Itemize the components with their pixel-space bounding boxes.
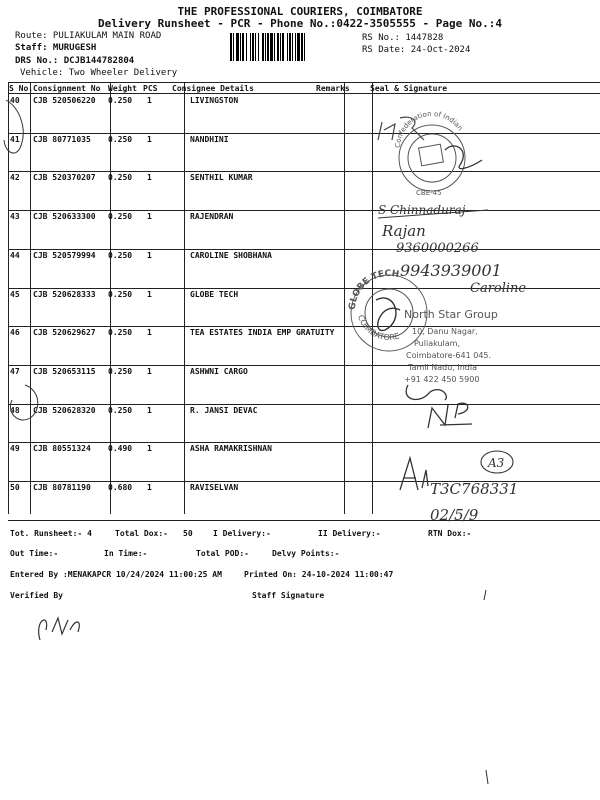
- row-sno: 46: [10, 328, 20, 337]
- verified-signature: [39, 618, 80, 640]
- stamp-ring-text: Confederation of Indian: [393, 109, 465, 149]
- row-pcs: 1: [147, 290, 152, 299]
- delivery-points-label: Delvy Points:-: [272, 549, 340, 558]
- row-weight: 0.250: [108, 96, 133, 105]
- total-dox-label: Total Dox:-: [115, 529, 168, 538]
- row-pcs: 1: [147, 96, 152, 105]
- row-sno: 48: [10, 406, 20, 415]
- address-line: Coimbatore-641 045.: [406, 351, 492, 360]
- row-sno: 41: [10, 135, 20, 144]
- out-time-label: Out Time:-: [10, 549, 59, 558]
- address-line: Tamil Nadu, India: [408, 363, 477, 372]
- handwriting-a3: A3: [488, 456, 505, 470]
- row-consignee: RAJENDRAN: [190, 212, 234, 221]
- row-weight: 0.250: [108, 135, 133, 144]
- in-time-label: In Time:-: [104, 549, 148, 558]
- row-pcs: 1: [147, 406, 152, 415]
- address-line: +91 422 450 5900: [404, 375, 480, 384]
- row-pcs: 1: [147, 444, 152, 453]
- row-sno: 42: [10, 173, 20, 182]
- handwriting-phone2: 9943939001: [400, 261, 502, 280]
- row-pcs: 1: [147, 251, 152, 260]
- row-weight: 0.490: [108, 444, 133, 453]
- row-sno: 40: [10, 96, 20, 105]
- confederation-stamp: [394, 110, 482, 197]
- row-sno: 47: [10, 367, 20, 376]
- signature-row-47: [406, 385, 446, 400]
- i-delivery-label: I Delivery:-: [213, 529, 271, 538]
- col-header-remarks: Remarks: [316, 84, 350, 93]
- total-pod-label: Total POD:-: [196, 549, 249, 558]
- total-runsheet: Tot. Runsheet:- 4: [10, 529, 92, 538]
- entered-by: Entered By :MENAKAPCR 10/24/2024 11:00:25 AM: [10, 570, 222, 579]
- row-consignee: CAROLINE SHOBHANA: [190, 251, 272, 260]
- col-header-pcs: PCS: [143, 84, 158, 93]
- total-dox-value: 50: [183, 529, 193, 538]
- row-weight: 0.250: [108, 251, 133, 260]
- check-mark: [10, 385, 37, 420]
- staff-label: Staff: MURUGESH: [15, 43, 97, 53]
- row-consignment: CJB 520370207: [33, 173, 96, 182]
- globe-stamp-top: GLOBE TECH: [347, 268, 400, 311]
- ii-delivery-label: II Delivery:-: [318, 529, 381, 538]
- row-consignee: ASHA RAMAKRISHNAN: [190, 444, 272, 453]
- row-consignee: SENTHIL KUMAR: [190, 173, 253, 182]
- handwriting-sign: S Chinnaduraj: [378, 203, 466, 217]
- margin-mark: [486, 770, 488, 784]
- address-stamp: [404, 308, 498, 384]
- row-consignee: TEA ESTATES INDIA EMP GRATUITY: [190, 328, 335, 337]
- row-consignee: RAVISELVAN: [190, 483, 239, 492]
- row-consignment: CJB 80781190: [33, 483, 91, 492]
- handwriting-caroline: Caroline: [470, 281, 527, 296]
- verified-by-label: Verified By: [10, 591, 63, 600]
- row-weight: 0.250: [108, 173, 133, 182]
- tick-mark: [484, 590, 486, 600]
- row-pcs: 1: [147, 483, 152, 492]
- col-header-seal: Seal & Signature: [370, 84, 448, 93]
- check-mark: [4, 100, 23, 153]
- signature-row-49: [400, 458, 428, 490]
- handwriting-ref: T3C768331: [430, 480, 519, 498]
- row-sno: 49: [10, 444, 20, 453]
- rs-number: RS No.: 1447828: [362, 33, 444, 43]
- col-header-sno: S No.: [9, 84, 34, 93]
- runsheet-title: Delivery Runsheet - PCR - Phone No.:0422-3505555 - Page No.:4: [98, 17, 502, 30]
- row-sno: 44: [10, 251, 20, 260]
- route-label: Route: PULIAKULAM MAIN ROAD: [15, 31, 162, 41]
- signature-row-48: [428, 403, 472, 428]
- row-weight: 0.250: [108, 406, 133, 415]
- address-line: Puliakulam,: [414, 339, 461, 348]
- col-header-consignment: Consignment No: [33, 84, 101, 93]
- col-header-consignee: Consignee Details: [172, 84, 254, 93]
- row-sno: 43: [10, 212, 20, 221]
- row-consignment: CJB 520579994: [33, 251, 96, 260]
- drs-number: DRS No.: DCJB144782804: [15, 56, 135, 66]
- row-consignee: NANDHINI: [190, 135, 229, 144]
- row-consignment: CJB 520653115: [33, 367, 96, 376]
- row-pcs: 1: [147, 212, 152, 221]
- row-consignee: GLOBE TECH: [190, 290, 239, 299]
- vehicle-label: Vehicle: Two Wheeler Delivery: [20, 68, 178, 78]
- row-consignment: CJB 520629627: [33, 328, 96, 337]
- row-sno: 50: [10, 483, 20, 492]
- row-weight: 0.680: [108, 483, 133, 492]
- company-title: THE PROFESSIONAL COURIERS, COIMBATORE: [177, 5, 423, 18]
- row-pcs: 1: [147, 367, 152, 376]
- handwriting-phone1: 9360000266: [396, 241, 479, 256]
- row-weight: 0.250: [108, 212, 133, 221]
- address-line: North Star Group: [404, 308, 498, 321]
- row-consignment: CJB 520628320: [33, 406, 96, 415]
- row-weight: 0.250: [108, 328, 133, 337]
- row-weight: 0.250: [108, 367, 133, 376]
- svg-text:Confederation of Indian: [394, 110, 464, 148]
- staff-signature-label: Staff Signature: [252, 591, 325, 600]
- row-pcs: 1: [147, 173, 152, 182]
- row-consignment: CJB 520633300: [33, 212, 96, 221]
- rtn-dox-label: RTN Dox:-: [428, 529, 472, 538]
- row-sno: 45: [10, 290, 20, 299]
- col-header-weight: Weight: [108, 84, 137, 93]
- row-consignment: CJB 80551324: [33, 444, 91, 453]
- stamp-code: CBE-45: [416, 189, 442, 197]
- row-consignment: CJB 520628333: [33, 290, 96, 299]
- printed-on: Printed On: 24-10-2024 11:00:47: [244, 570, 394, 579]
- rs-date: RS Date: 24-Oct-2024: [362, 45, 471, 55]
- address-line: 10, Danu Nagar,: [412, 327, 478, 336]
- handwriting-date: 02/5/9: [430, 506, 479, 524]
- row-consignee: R. JANSI DEVAC: [190, 406, 258, 415]
- row-weight: 0.250: [108, 290, 133, 299]
- row-pcs: 1: [147, 328, 152, 337]
- row-consignee: ASHWNI CARGO: [190, 367, 248, 376]
- row-consignment: CJB 80771035: [33, 135, 91, 144]
- handwriting-rajan: Rajan: [382, 222, 426, 240]
- row-pcs: 1: [147, 135, 152, 144]
- row-consignee: LIVINGSTON: [190, 96, 239, 105]
- row-consignment: CJB 520506220: [33, 96, 96, 105]
- globe-stamp-bottom: COIMBATORE: [355, 313, 401, 343]
